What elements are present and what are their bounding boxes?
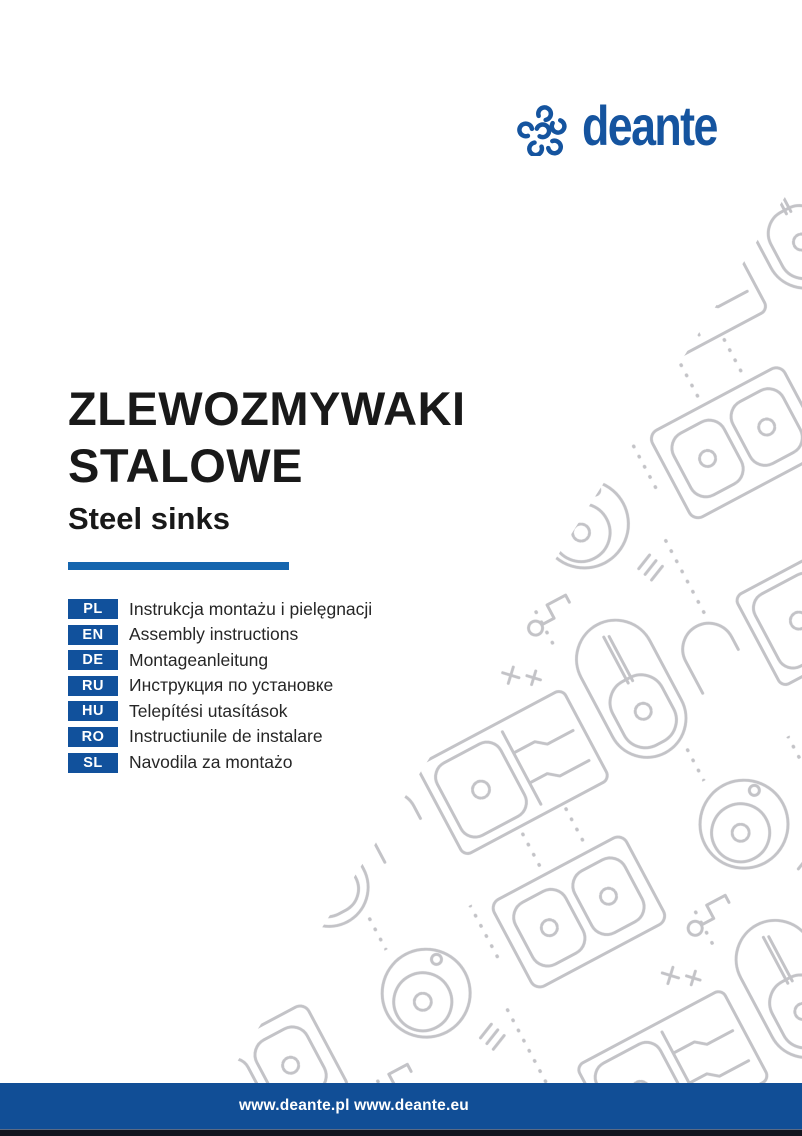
language-badge-pl: PL	[68, 599, 118, 619]
language-row-sl	[68, 753, 372, 773]
language-row-de	[68, 650, 372, 670]
language-label-hu: Telepítési utasítások	[129, 700, 288, 721]
page-title	[68, 380, 466, 494]
blue-divider-rule	[68, 562, 289, 570]
language-badge-hu: HU	[68, 701, 118, 721]
deante-logo	[512, 94, 751, 157]
title-line-2: STALOWE	[68, 439, 303, 492]
language-badge-ru: RU	[68, 676, 118, 696]
language-row-en	[68, 625, 372, 645]
language-label-pl: Instrukcja montażu i pielęgnacji	[129, 598, 373, 619]
language-label-ru: Инструкция по установке	[129, 675, 334, 696]
language-badge-sl: SL	[68, 753, 118, 773]
footer-bar	[0, 1083, 802, 1129]
deante-swirl-icon	[512, 102, 570, 156]
title-line-1: ZLEWOZMYWAKI	[68, 382, 466, 435]
language-label-ro: Instructiunile de instalare	[129, 726, 323, 747]
language-badge-en: EN	[68, 625, 118, 645]
footer-websites: www.deante.pl www.deante.eu	[239, 1097, 469, 1114]
language-badge-de: DE	[68, 650, 118, 670]
logo-wordmark: deante	[582, 94, 717, 157]
language-row-pl	[68, 599, 372, 619]
language-label-en: Assembly instructions	[129, 624, 299, 645]
page-subtitle: Steel sinks	[68, 501, 230, 536]
language-instruction-list	[68, 599, 372, 778]
language-label-sl: Navodila za montażo	[129, 752, 293, 773]
language-row-ro	[68, 727, 372, 747]
language-row-hu	[68, 701, 372, 721]
footer-bottom-strip	[0, 1129, 802, 1136]
language-row-ru	[68, 676, 372, 696]
language-label-de: Montageanleitung	[129, 649, 269, 670]
language-badge-ro: RO	[68, 727, 118, 747]
